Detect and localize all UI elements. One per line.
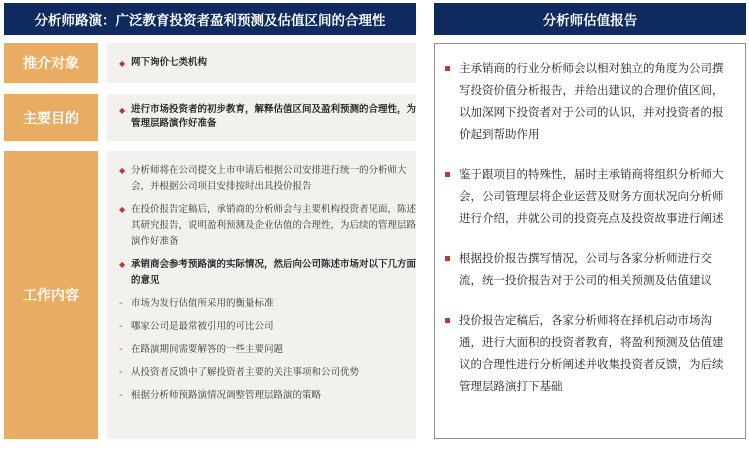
sub-item-text: 从投资者反馈中了解投资者主要的关注事项和公司优势 bbox=[131, 367, 360, 378]
list-item bbox=[443, 163, 731, 229]
report-item-text: 主承销商的行业分析师会以相对独立的角度为公司撰写投资价值分析报告，并给出建议的合理价值区间，以加深网下投资者对于公司的认识，并对投资者的报价起到帮助作用 bbox=[459, 61, 724, 141]
purpose-text: 进行市场投资者的初步教育，解释估值区间及盈利预测的合理性，为管理层路演作好准备 bbox=[131, 104, 417, 129]
dash-icon: - bbox=[119, 344, 123, 355]
diamond-icon: ◆ bbox=[119, 59, 126, 68]
report-item-text: 投价报告定稿后，各家分析师将在择机启动市场沟通，进行大面积的投资者教育，将盈利预测及估值建议的合理性进行分析阐述并收集投资者反馈，为后续管理层路演打下基础 bbox=[459, 313, 724, 393]
work-bullet-text: 在投价报告定稿后，承销商的分析师会与主要机构投资者见面，陈述其研究报告，说明盈利预测及企业估值的合理性，为后续的管理层路演作好准备 bbox=[131, 204, 417, 247]
section-label-text: 工作内容 bbox=[23, 288, 79, 304]
list-item bbox=[119, 163, 416, 195]
list-item bbox=[119, 202, 416, 250]
dash-icon: - bbox=[119, 367, 123, 378]
square-icon bbox=[445, 256, 450, 261]
square-icon bbox=[445, 66, 450, 71]
list-item bbox=[119, 388, 416, 404]
section-label-work bbox=[4, 151, 98, 439]
diamond-icon: ◆ bbox=[119, 260, 126, 269]
sub-item-text: 根据分析师预路演情况调整管理层路演的策略 bbox=[131, 390, 322, 401]
list-item bbox=[119, 365, 416, 381]
analyst-report-panel bbox=[434, 43, 746, 439]
diamond-icon: ◆ bbox=[119, 106, 126, 115]
list-item bbox=[119, 296, 416, 312]
target-text: 网下询价七类机构 bbox=[131, 57, 208, 68]
left-panel-header bbox=[4, 3, 416, 35]
sub-item-text: 哪家公司是最常被引用的可比公司 bbox=[131, 321, 274, 332]
report-item-text: 根据投价报告撰写情况，公司与各家分析师进行交流，统一投价报告对于公司的相关预测及估值建议 bbox=[459, 251, 712, 287]
sub-item-text: 在路演期间需要解答的一些主要问题 bbox=[131, 344, 284, 355]
section-content-target bbox=[107, 43, 416, 83]
section-content-work bbox=[107, 151, 416, 439]
right-panel-header bbox=[434, 3, 746, 35]
section-label-purpose bbox=[4, 94, 98, 141]
list-item bbox=[119, 342, 416, 358]
list-item bbox=[443, 309, 731, 397]
square-icon bbox=[445, 318, 450, 323]
dash-icon: - bbox=[119, 390, 123, 401]
dash-icon: - bbox=[119, 298, 123, 309]
diamond-icon: ◆ bbox=[119, 166, 126, 175]
left-panel-title: 分析师路演：广泛教育投资者盈利预测及估值区间的合理性 bbox=[34, 13, 386, 29]
dash-icon: - bbox=[119, 321, 123, 332]
list-item bbox=[119, 257, 416, 289]
section-label-text: 主要目的 bbox=[23, 110, 79, 127]
section-label-target bbox=[4, 43, 98, 83]
report-item-text: 鉴于跟项目的特殊性，届时主承销商将组织分析师大会，公司管理层将企业运营及财务方面状况向分析师进行介绍，并就公司的投资亮点及投资故事进行阐述 bbox=[459, 167, 724, 225]
list-item bbox=[119, 319, 416, 335]
list-item bbox=[119, 56, 416, 72]
sub-item-text: 市场为发行估值所采用的衡量标准 bbox=[131, 298, 274, 309]
diamond-icon: ◆ bbox=[119, 205, 126, 214]
work-bullet-text: 分析师将在公司提交上市申请后根据公司安排进行统一的分析师大会，并根据公司项目安排按时出具投价报告 bbox=[131, 165, 407, 192]
section-content-purpose bbox=[107, 94, 416, 141]
list-item bbox=[443, 247, 731, 291]
list-item bbox=[443, 57, 731, 145]
section-label-text: 推介对象 bbox=[23, 56, 79, 72]
work-bold-bullet-text: 承销商会参考预路演的实际情况，然后向公司陈述市场对以下几方面的意见 bbox=[131, 259, 417, 286]
list-item bbox=[119, 103, 416, 131]
right-panel-title: 分析师估值报告 bbox=[542, 13, 638, 29]
square-icon bbox=[445, 172, 450, 177]
